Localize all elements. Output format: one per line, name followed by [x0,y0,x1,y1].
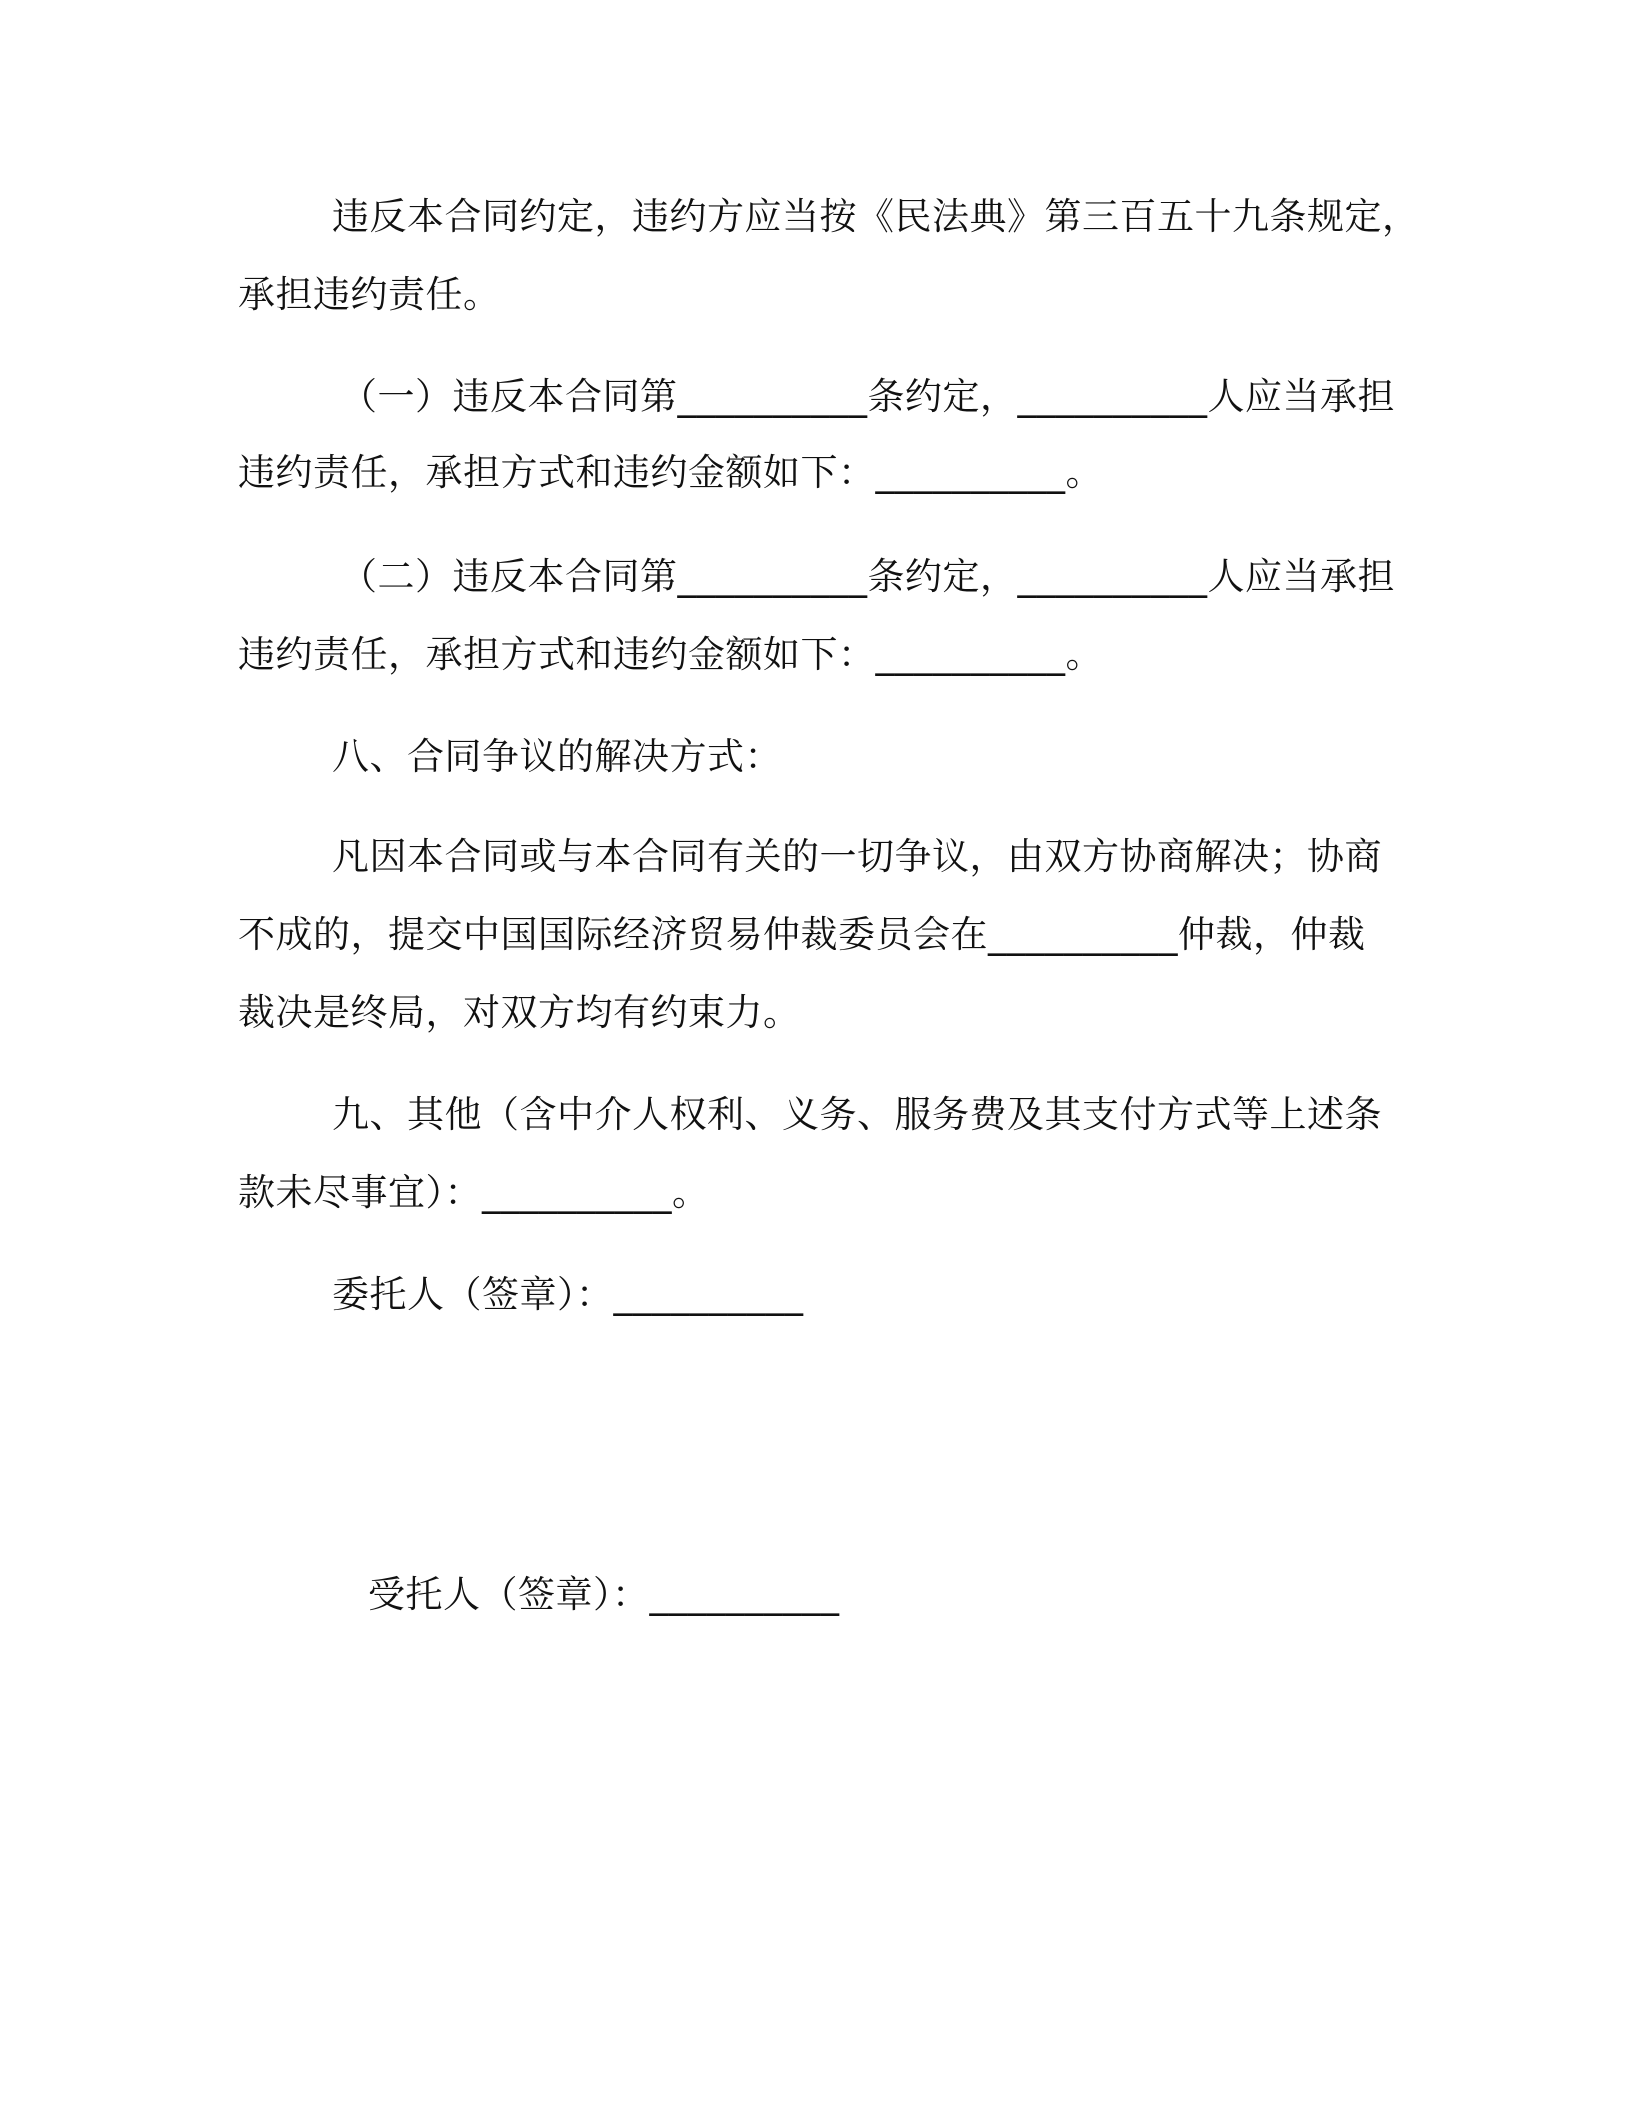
section8-line1: 凡因本合同或与本合同有关的一切争议，由双方协商解决；协商 [332,835,1382,878]
p3-line1: （二）违反本合同第__________条约定，__________人应当承担 [340,555,1395,598]
agent-signature-line: 受托人（签章）：__________ [368,1573,840,1616]
p2-line2: 违约责任，承担方式和违约金额如下：__________。 [238,451,1103,494]
principal-signature-line: 委托人（签章）：__________ [332,1273,804,1316]
section8-heading: 八、合同争议的解决方式： [332,735,782,778]
section9-line2: 款未尽事宜）：__________。 [238,1171,710,1214]
p1-line2: 承担违约责任。 [238,273,501,316]
section8-line3: 裁决是终局，对双方均有约束力。 [238,991,801,1034]
p1-line1: 违反本合同约定，违约方应当按《民法典》第三百五十九条规定， [332,195,1420,238]
p2-line1: （一）违反本合同第__________条约定，__________人应当承担 [340,375,1395,418]
section9-line1: 九、其他（含中介人权利、义务、服务费及其支付方式等上述条 [332,1093,1382,1136]
section8-line2: 不成的，提交中国国际经济贸易仲裁委员会在__________仲裁，仲裁 [238,913,1366,956]
p3-line2: 违约责任，承担方式和违约金额如下：__________。 [238,633,1103,676]
